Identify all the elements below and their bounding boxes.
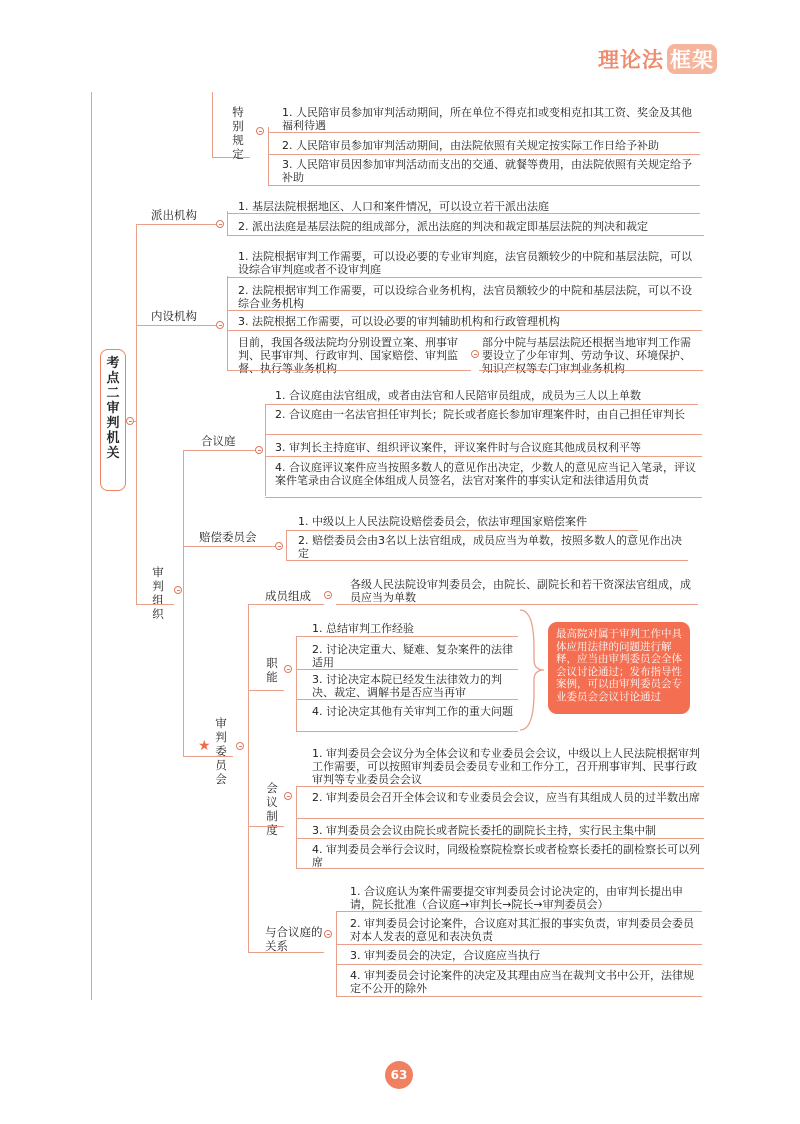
meeting-item-2: 2. 审判委员会召开全体会议和专业委员会会议，应当有其组成人员的过半数出席 <box>312 791 700 804</box>
special-item-1: 1. 人民陪审员参加审判活动期间，所在单位不得克扣或变相克扣其工资、奖金及其他福利待遇 <box>282 106 692 132</box>
committee-label: 审判委员会 <box>215 716 227 786</box>
collapse-icon[interactable] <box>324 591 332 599</box>
functions-item-2: 2. 讨论决定重大、疑难、复杂案件的法律适用 <box>312 643 513 669</box>
functions-label: 职能 <box>266 656 278 684</box>
committee-trunk <box>248 604 249 952</box>
internal-item-3: 3. 法院根据工作需要，可以设必要的审判辅助机构和行政管理机构 <box>238 315 560 328</box>
relation-label: 与合议庭的关系 <box>265 925 323 953</box>
special-label: 特别规定 <box>232 105 244 161</box>
members-text: 各级人民法院设审判委员会，由院长、副院长和若干资深法官组成，成员应当为单数 <box>350 578 691 604</box>
compensation-label: 赔偿委员会 <box>199 530 257 544</box>
main-trunk <box>136 224 137 604</box>
collapse-icon[interactable] <box>216 321 224 329</box>
collegial-item-4: 4. 合议庭评议案件应当按照多数人的意见作出决定，少数人的意见应当记入笔录，评议案件笔录由合议庭全体组成人员签名，法官对案件的事实认定和法律适用负责 <box>275 461 696 487</box>
special-item-2: 2. 人民陪审员参加审判活动期间，由法院依照有关规定按实际工作日给予补助 <box>282 139 659 152</box>
compensation-item-1: 1. 中级以上人民法院设赔偿委员会，依法审理国家赔偿案件 <box>298 515 587 528</box>
collapse-icon[interactable] <box>275 542 283 550</box>
collegial-label: 合议庭 <box>201 434 236 448</box>
compensation-item-2: 2. 赔偿委员会由3名以上法官组成，成员应当为单数，按照多数人的意见作出决定 <box>298 534 682 560</box>
root-topic: 考点二 审判机关 <box>100 349 126 491</box>
collegial-item-2: 2. 合议庭由一名法官担任审判长；院长或者庭长参加审理案件时，由自己担任审判长 <box>275 408 685 421</box>
trial-org-label: 审判组织 <box>152 565 164 621</box>
internal-item-2: 2. 法院根据审判工作需要，可以设综合业务机构，法官员额较少的中院和基层法院，可以不设综合业务机构 <box>238 284 692 310</box>
page-number: 63 <box>385 1061 413 1089</box>
internal-label: 内设机构 <box>151 309 197 323</box>
collapse-icon[interactable] <box>284 665 292 673</box>
relation-item-2: 2. 审判委员会讨论案件，合议庭对其汇报的事实负责，审判委员会委员对本人发表的意见和表决负责 <box>350 917 694 943</box>
functions-item-1: 1. 总结审判工作经验 <box>312 622 414 635</box>
collapse-icon[interactable] <box>471 350 479 358</box>
special-trunk <box>212 92 213 157</box>
collapse-icon[interactable] <box>236 742 244 750</box>
collapse-icon[interactable] <box>284 792 292 800</box>
margin-rule <box>91 92 92 1000</box>
functions-note: 最高院对属于审判工作中具体应用法律的问题进行解释，应当由审判委员会全体会议讨论通过；发布指导性案例，可以由审判委员会专业委员会会议讨论通过 <box>548 622 690 714</box>
functions-bracket <box>518 608 546 732</box>
special-bracket <box>268 127 269 185</box>
collapse-icon[interactable] <box>216 220 224 228</box>
trial-org-trunk <box>183 450 184 756</box>
collapse-icon[interactable] <box>255 446 263 454</box>
internal-current-sub: 部分中院与基层法院还根据当地审判工作需要设立了少年审判、劳动争议、环境保护、知识产权等专门审判业务机构 <box>482 336 691 375</box>
members-label: 成员组成 <box>265 589 311 603</box>
collapse-icon[interactable] <box>174 586 182 594</box>
collegial-item-1: 1. 合议庭由法官组成，或者由法官和人民陪审员组成，成员为三人以上单数 <box>275 389 641 402</box>
collapse-icon[interactable] <box>256 127 264 135</box>
relation-item-1: 1. 合议庭认为案件需要提交审判委员会讨论决定的，由审判长提出申请，院长批准（合议庭→审判长→院长→审判委员会） <box>350 885 683 911</box>
collapse-icon[interactable] <box>126 417 134 425</box>
relation-item-3: 3. 审判委员会的决定，合议庭应当执行 <box>350 949 540 962</box>
functions-item-4: 4. 讨论决定其他有关审判工作的重大问题 <box>312 705 513 718</box>
brand-logo: 理论法 框架 <box>598 44 717 74</box>
star-icon: ★ <box>198 738 211 754</box>
dispatched-item-2: 2. 派出法庭是基层法院的组成部分，派出法庭的判决和裁定即基层法院的判决和裁定 <box>238 220 648 233</box>
dispatched-item-1: 1. 基层法院根据地区、人口和案件情况，可以设立若干派出法庭 <box>238 200 549 213</box>
meeting-item-3: 3. 审判委员会会议由院长或者院长委托的副院长主持，实行民主集中制 <box>312 824 656 837</box>
meeting-item-1: 1. 审判委员会会议分为全体会议和专业委员会会议，中级以上人民法院根据审判工作需要，可以按照审判委员会委员专业和工作分工，召开刑事审判、民事行政审判等专业委员会会议 <box>312 747 700 786</box>
brand-box: 框架 <box>667 44 717 74</box>
internal-current: 目前，我国各级法院均分别设置立案、刑事审判、民事审判、行政审判、国家赔偿、审判监督、执行等业务机构 <box>238 336 458 375</box>
meeting-item-4: 4. 审判委员会举行会议时，同级检察院检察长或者检察长委托的副检察长可以列席 <box>312 843 700 869</box>
internal-item-1: 1. 法院根据审判工作需要，可以设必要的专业审判庭，法官员额较少的中院和基层法院，可以设综合审判庭或者不设审判庭 <box>238 250 692 276</box>
special-item-3: 3. 人民陪审员因参加审判活动而支出的交通、就餐等费用，由法院依照有关规定给予补助 <box>282 158 692 184</box>
collegial-item-3: 3. 审判长主持庭审、组织评议案件，评议案件时与合议庭其他成员权利平等 <box>275 441 641 454</box>
collapse-icon[interactable] <box>324 930 332 938</box>
relation-item-4: 4. 审判委员会讨论案件的决定及其理由应当在裁判文书中公开，法律规定不公开的除外 <box>350 969 694 995</box>
functions-item-3: 3. 讨论决定本院已经发生法律效力的判决、裁定、调解书是否应当再审 <box>312 673 502 699</box>
meeting-label: 会议制度 <box>266 781 278 837</box>
dispatched-label: 派出机构 <box>151 208 197 222</box>
